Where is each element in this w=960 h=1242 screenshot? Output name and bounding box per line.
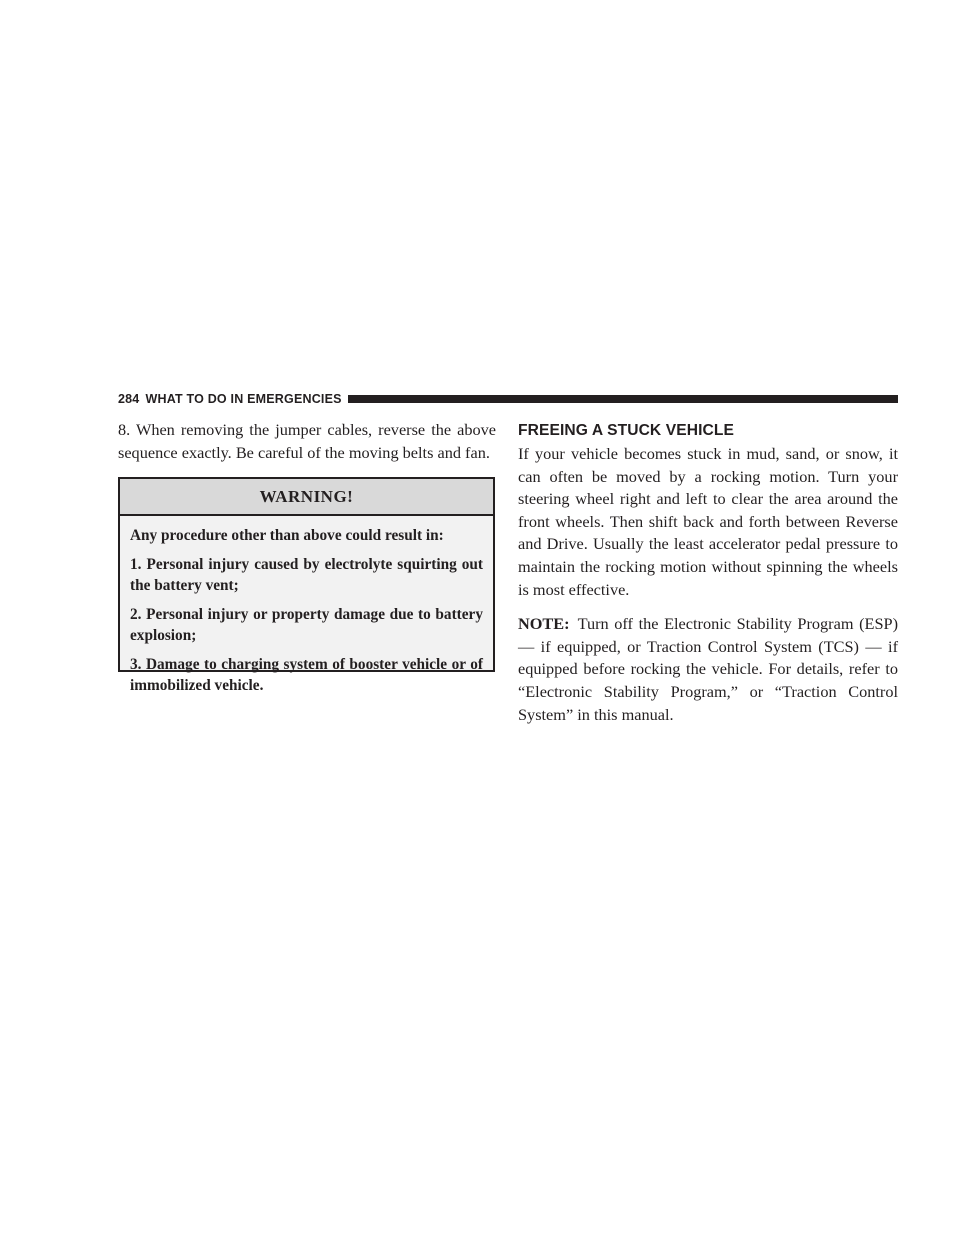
warning-box <box>118 477 495 694</box>
page-number: 284 <box>118 392 140 406</box>
right-column <box>518 422 898 726</box>
warning-intro: Any procedure other than above could result in: <box>130 527 444 544</box>
warning-item: 2. Personal injury or property damage due to battery explosion; <box>130 605 483 644</box>
warning-title: WARNING! <box>120 479 493 516</box>
warning-item: 3. Damage to charging system of booster vehicle or of immobilized vehicle. <box>130 655 483 694</box>
note-label: NOTE: <box>518 614 570 634</box>
note-text: Turn off the Electronic Stability Program (ESP) — if equipped, or Traction Control System (TCS) — if equipped before rocking the vehicle. For details, refer to “Electronic Stability Program,” or “Traction Control System” in this manual. <box>518 614 898 724</box>
note-paragraph <box>518 613 898 726</box>
warning-item: 1. Personal injury caused by electrolyte squirting out the battery vent; <box>130 555 483 594</box>
section-heading: FREEING A STUCK VEHICLE <box>518 422 735 439</box>
step-8-text: 8. When removing the jumper cables, reverse the above sequence exactly. Be careful of the moving belts and fan. <box>118 420 496 462</box>
warning-body <box>120 516 493 697</box>
section-title: WHAT TO DO IN EMERGENCIES <box>145 392 342 406</box>
header-rule <box>348 395 898 403</box>
left-column <box>118 419 496 464</box>
page-header <box>118 390 898 408</box>
stuck-vehicle-text: If your vehicle becomes stuck in mud, sand, or snow, it can often be moved by a rocking motion. Turn your steering wheel right and left to clear the area around the front wheels. Then shift back and forth between Reverse and Drive. Usually the least accelerator pedal pressure to maintain the rocking motion without spinning the wheels is most effective. <box>518 444 898 599</box>
